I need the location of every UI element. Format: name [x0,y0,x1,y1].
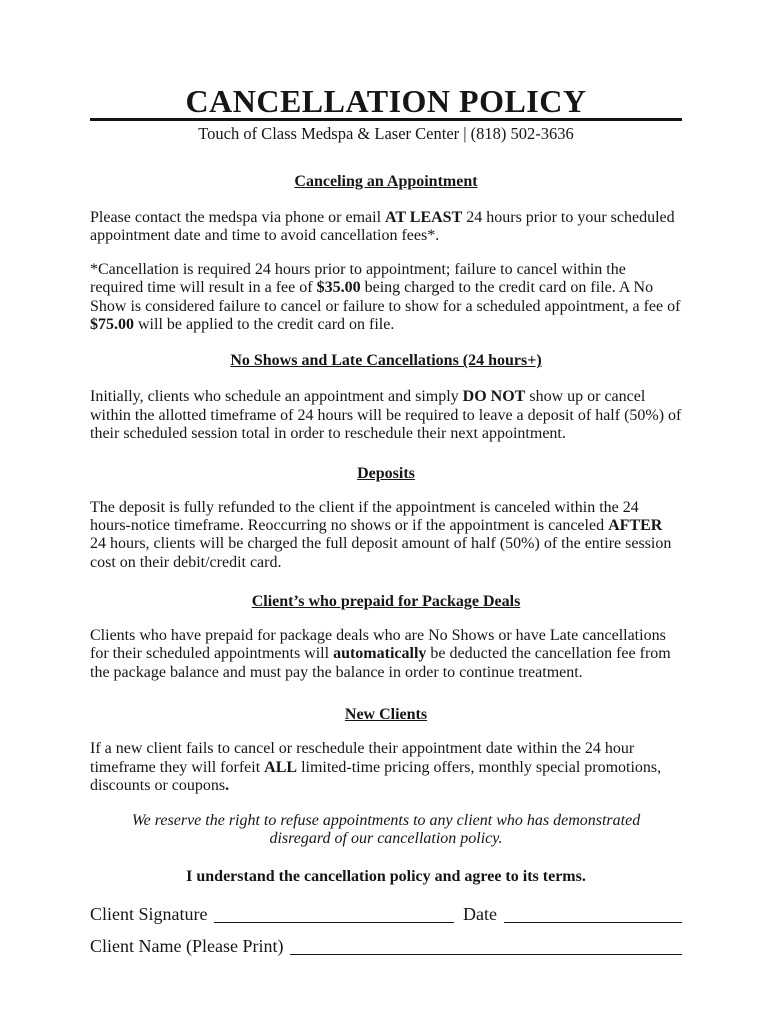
section-heading: Canceling an Appointment [294,173,478,190]
policy-paragraph: Initially, clients who schedule an appointment and simply DO NOT show up or cancel within the allotted timeframe of 24 hours will be required to leave a deposit of half (50%) of their scheduled session total in order to reschedule their next appointment. [90,388,682,443]
signature-row [90,903,682,925]
refusal-notice: We reserve the right to refuse appointments to any client who has demonstrated disregard of our cancellation policy. [131,812,641,848]
document-header [90,84,682,121]
section-deposits [90,464,682,573]
section-heading: Deposits [357,464,415,482]
client-name-row [90,935,682,957]
business-subtitle: Touch of Class Medspa & Laser Center | (818) 502-3636 [198,124,574,143]
client-signature-line[interactable] [214,907,454,923]
agreement-statement: I understand the cancellation policy and agree to its terms. [186,868,586,886]
policy-paragraph: If a new client fails to cancel or reschedule their appointment date within the 24 hour timeframe they will forfeit ALL limited-time pricing offers, monthly special promotions, discounts or coupons. [90,740,662,795]
client-signature-label: Client Signature [90,904,208,925]
policy-paragraph: Clients who have prepaid for package deals who are No Shows or have Late cancellations for their scheduled appointments will automatically be deducted the cancellation fee from the package balance and must pay the balance in order to continue treatment. [90,627,671,681]
section-heading: Client’s who prepaid for Package Deals [251,593,521,611]
section-canceling-an-appointment [90,172,682,334]
client-name-line[interactable] [290,939,682,955]
date-label: Date [463,904,497,925]
section-heading: No Shows and Late Cancellations (24 hours+) [230,352,542,370]
policy-paragraph: Please contact the medspa via phone or email AT LEAST 24 hours prior to your scheduled appointment date and time to avoid cancellation fees*. [90,209,675,245]
section-prepaid-package-deals [90,592,682,682]
section-no-shows-late-cancellations [90,351,682,443]
section-heading: New Clients [344,706,428,724]
policy-paragraph: The deposit is fully refunded to the client if the appointment is canceled within the 24 hours-notice timeframe. Reoccurring no shows or if the appointment is canceled AFTER 24 hours, clients will be charged the full deposit amount of half (50%) of the entire session cost on their debit/credit card. [90,498,672,571]
section-new-clients [90,705,682,795]
policy-paragraph: *Cancellation is required 24 hours prior to appointment; failure to cancel within the required time will result in a fee of $35.00 being charged to the credit card on file. A No Show is considered failure to cancel or failure to show for a scheduled appointment, a fee of $75.00 will be applied to the credit card on file. [90,260,681,333]
client-name-label: Client Name (Please Print) [90,936,284,957]
date-line[interactable] [504,907,682,923]
document-title: CANCELLATION POLICY [185,83,587,119]
